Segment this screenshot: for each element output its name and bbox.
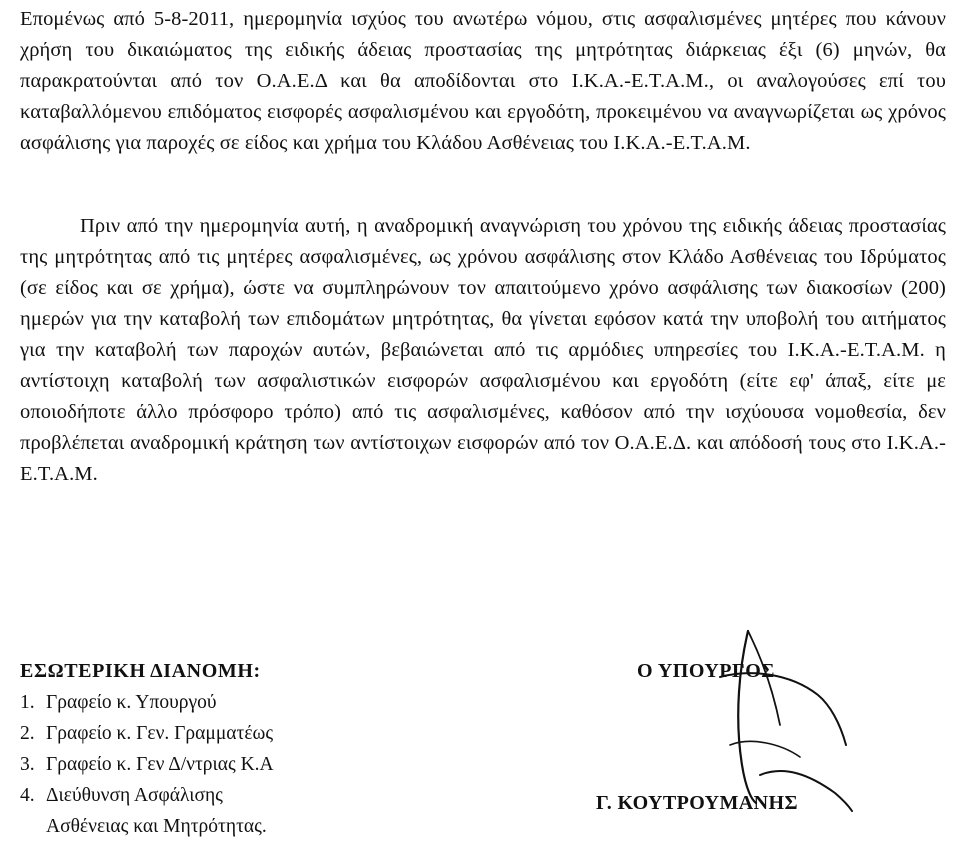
item-text: Γραφείο κ. Γεν Δ/ντριας Κ.Α xyxy=(46,754,274,775)
distribution-title: ΕΣΩΤΕΡΙΚΗ ΔΙΑΝΟΜΗ: xyxy=(20,660,261,682)
item-text: Γραφείο κ. Γεν. Γραμματέως xyxy=(46,723,274,744)
handwritten-signature xyxy=(690,625,860,815)
distribution-item xyxy=(20,687,274,718)
item-number: 1. xyxy=(20,692,35,713)
item-number: 3. xyxy=(20,754,35,775)
item-number: 4. xyxy=(20,785,35,806)
item-text: Γραφείο κ. Υπουργού xyxy=(46,692,217,713)
distribution-item xyxy=(20,749,274,780)
signatory-title: Ο ΥΠΟΥΡΓΟΣ xyxy=(637,660,775,682)
distribution-item xyxy=(20,780,274,811)
body-paragraph-1: Επομένως από 5-8-2011, ημερομηνία ισχύος του ανωτέρω νόμου, στις ασφαλισμένες μητέρες που κάνουν χρήση του δικαιώματος της ειδικής άδειας προστασίας της μητρότητας διάρκειας έξι (6) μηνών, θα παρακρατούνται από τον Ο.Α.Ε.Δ και θα αποδίδονται στο Ι.Κ.Α.-Ε.Τ.Α.Μ., οι αναλογούσες επί του καταβαλλόμενου επιδόματος εισφορές ασφαλισμένου και εργοδότη, προκειμένου να αναγνωρίζεται ως χρόνος ασφάλισης για παροχές σε είδος και χρήμα του Κλάδου Ασθένειας του Ι.Κ.Α.-Ε.Τ.Α.Μ. xyxy=(20,8,946,154)
distribution-item xyxy=(20,718,274,749)
item-number: 2. xyxy=(20,723,35,744)
body-paragraph-2: Πριν από την ημερομηνία αυτή, η αναδρομική αναγνώριση του χρόνου της ειδικής άδειας προστασίας της μητρότητας από τις μητέρες ασφαλισμένες, ως χρόνου ασφάλισης στον Κλάδο Ασθένειας του Ιδρύματος (σε είδος και σε χρήμα), ώστε να συμπληρώνουν τον απαιτούμενο χρόνο ασφάλισης των διακοσίων (200) ημερών για την καταβολή των επιδομάτων μητρότητας, θα γίνεται εφόσον κατά την υποβολή του αιτήματος για την καταβολή των παροχών αυτών, βεβαιώνεται από τις αρμόδιες υπηρεσίες του Ι.Κ.Α.-Ε.Τ.Α.Μ. η αντίστοιχη καταβολή των ασφαλιστικών εισφορών ασφαλισμένου και εργοδότη (είτε εφ' άπαξ, είτε με οποιοδήποτε άλλο πρόσφορο τρόπο) από τις ασφαλισμένες, καθόσον από την ισχύουσα νομοθεσία, δεν προβλέπεται αναδρομική κράτηση των αντίστοιχων εισφορών από τον Ο.Α.Ε.Δ. και απόδοσή τους στο Ι.Κ.Α.-Ε.Τ.Α.Μ. xyxy=(20,215,946,485)
distribution-item-continuation: Ασθένειας και Μητρότητας. xyxy=(46,816,267,837)
distribution-list xyxy=(20,687,274,842)
item-text: Διεύθυνση Ασφάλισης xyxy=(46,785,223,806)
signatory-name: Γ. ΚΟΥΤΡΟΥΜΑΝΗΣ xyxy=(596,792,798,814)
